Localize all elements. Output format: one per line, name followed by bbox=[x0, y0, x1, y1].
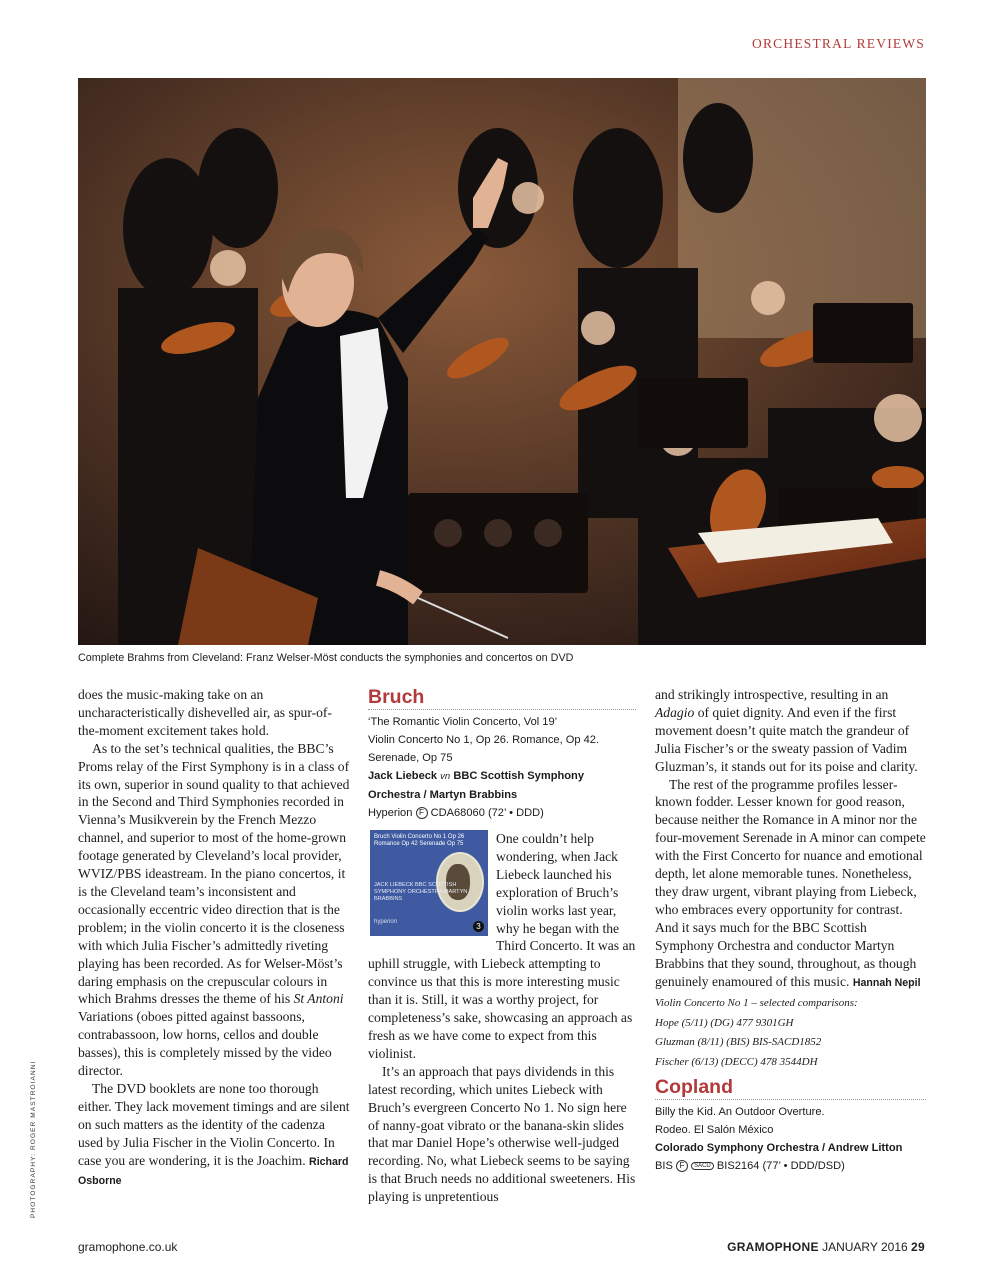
bruch-continued-column bbox=[655, 686, 926, 1175]
paragraph: One couldn’t help wondering, when Jack Liebeck launched his exploration of Bruch’s violin works last year, why he began with the Third Concerto. It was an uphill struggle, with Liebeck attempting to convince us that this is more interesting music than it is. Still, it was a worthy project, for completeness’s sake, showcasing an approach as fresh as we have come to expect from this violinist. bbox=[368, 831, 636, 1061]
footer-page-info: GRAMOPHONE JANUARY 2016 29 bbox=[727, 1240, 925, 1254]
composer-heading: Copland bbox=[655, 1076, 926, 1100]
full-price-icon: F bbox=[416, 807, 428, 819]
section-label: ORCHESTRAL REVIEWS bbox=[752, 36, 925, 51]
paragraph: It’s an approach that pays dividends in this latest recording, which unites Liebeck with Bruch’s evergreen Concerto No 1. No sign here of nanny-goat vibrato or the banana-skin slides that mar Daniel Hope’s otherwise well-judged recording. No, what Liebeck seems to be saying is that Bruch needs no additional sweeteners. His playing is unpretentious bbox=[368, 1063, 636, 1205]
conductor-photo bbox=[78, 78, 926, 645]
paragraph: As to the set’s technical qualities, the BBC’s Proms relay of the First Symphony is in a class of its own, superior in sound quality to that achieved in the Second and Third Symphonies recorded in Vienna’s Musikverein by the French Mezzo channel, and superior to most of the home-grown footage generated by Cleveland’s local provider, WVIZ/PBS ideastream. In the piano concertos, it is the Cleveland team’s inconsistent and occasionally eccentric video direction that is the problem; in the violin concerto it is the closeness with which Julia Fischer’s admittedly riveting playing has been recorded. As for Welser-Möst’s daring emphasis on the crepuscular colours in which Brahms dresses the theme of his St Antoni Variations (oboes pitted against bassoons, contrabassoon, low horns, cellos and double basses), this is completely missed by the video director. bbox=[78, 740, 350, 1079]
composer-heading: Bruch bbox=[368, 686, 636, 710]
recording-info: ‘The Romantic Violin Concerto, Vol 19’ Violin Concerto No 1, Op 26. Romance, Op 42. Serenade, Op 75 Jack Liebeck vn BBC Scottish Symphony Orchestra / Martyn Brabbins Hyperion F CDA68060 (72’ • DDD) bbox=[368, 716, 600, 819]
brahms-review-column bbox=[78, 686, 350, 1191]
comparisons: Violin Concerto No 1 – selected comparisons: Hope (5/11) (DG) 477 9301GH Gluzman (8/11) (BIS) BIS-SACD1852 Fischer (6/13) (DECC) 478 3544DH bbox=[655, 997, 858, 1068]
sacd-icon: SACD bbox=[691, 1162, 714, 1170]
full-price-icon: F bbox=[676, 1160, 688, 1172]
paragraph: and strikingly introspective, resulting in an Adagio of quiet dignity. And even if the first movement doesn’t quite match the grandeur of Julia Fischer’s or the sweaty passion of Vadim Gluzman’s, it stands out for its poise and clarity. bbox=[655, 687, 918, 774]
paragraph: does the music-making take on an uncharacteristically dishevelled air, as spur-of-the-moment excitement takes hold. bbox=[78, 687, 332, 738]
bruch-review-column bbox=[368, 686, 636, 1206]
recording-info: Billy the Kid. An Outdoor Overture. Rodeo. El Salón México Colorado Symphony Orchestra / Andrew Litton BIS F SACD BIS2164 (77’ • DDD/DSD) bbox=[655, 1106, 903, 1173]
paragraph: The DVD booklets are none too thorough either. They lack movement timings and are silent on such matters as the identity of the cadenza used by Julia Fischer in the Violin Concerto. In case you are wondering, it is the Joachim. Richard Osborne bbox=[78, 1080, 350, 1188]
reviewer-name: Richard Osborne bbox=[78, 1155, 349, 1188]
album-cover: Bruch Violin Concerto No 1 Op 26 Romance Op 42 Serenade Op 75 JACK LIEBECK BBC SCOTTISH SYMPHONY ORCHESTRA MARTYN BRABBINS hyperion 3 bbox=[370, 830, 488, 936]
footer-website: gramophone.co.uk bbox=[78, 1240, 178, 1254]
reviewer-name: Hannah Nepil bbox=[852, 976, 921, 989]
photo-caption: Complete Brahms from Cleveland: Franz Welser-Möst conducts the symphonies and concertos on DVD bbox=[78, 652, 574, 664]
photo-credit: PHOTOGRAPHY: ROGER MASTROIANNI bbox=[30, 1060, 37, 1218]
paragraph: The rest of the programme profiles lesser-known fodder. Lesser known for good reason, because neither the Romance in A minor nor the four-movement Serenade in A minor can compete with the First Concerto for nuance and emotional depth, let alone memorable tunes. Nonetheless, they draw urgent, vibrant playing from Liebeck, who embraces every opportunity for contrast. And it says much for the BBC Scottish Symphony Orchestra and conductor Martyn Brabbins that they sound, throughout, as though genuinely enamoured of this music. Hannah Nepil bbox=[655, 776, 926, 989]
